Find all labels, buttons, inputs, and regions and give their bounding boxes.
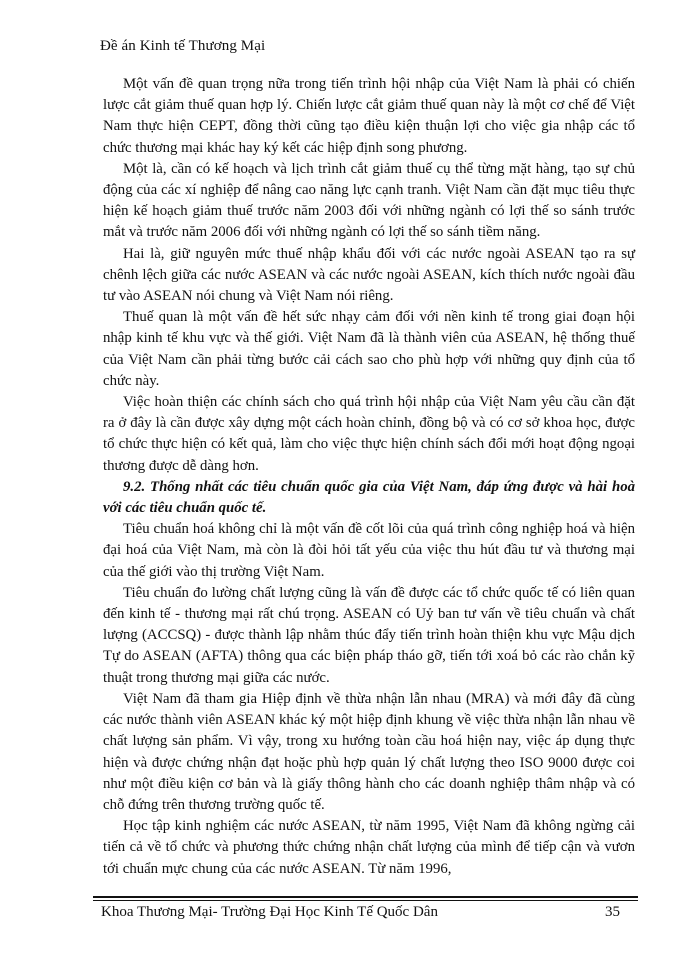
footer-institution: Khoa Thương Mại- Trường Đại Học Kinh Tế Quốc Dân	[101, 904, 438, 920]
page-number: 35	[605, 904, 620, 920]
paragraph: Học tập kinh nghiệm các nước ASEAN, từ năm 1995, Việt Nam đã không ngừng cải tiến cả về tổ chức và phương thức chứng nhận chất lượng của mình để tiếp cận và vươn tới chuẩn mực chung của các nước ASEAN. Từ năm 1996,	[103, 818, 635, 877]
page-header: Đề án Kinh tế Thương Mại	[100, 38, 266, 54]
paragraph: Một là, cần có kế hoạch và lịch trình cắt giảm thuế cụ thể từng mặt hàng, tạo sự chủ động của các xí nghiệp để nâng cao năng lực cạnh tranh. Việt Nam cần đặt mục tiêu thực hiện kế hoạch giảm thuế trước năm 2003 đối với những ngành có lợi thế so sánh trước mắt và trước năm 2006 đối với những ngành có lợi thế so sánh tiềm năng.	[103, 160, 635, 241]
paragraph: Thuế quan là một vấn đề hết sức nhạy cảm đối với nền kinh tế trong giai đoạn hội nhập kinh tế khu vực và thế giới. Việt Nam đã là thành viên của ASEAN, hệ thống thuế của Việt Nam cần phải từng bước cải cách sao cho phù hợp với những quy định của tổ chức này.	[103, 309, 635, 389]
document-body	[103, 74, 635, 880]
paragraph: Tiêu chuẩn đo lường chất lượng cũng là vấn đề được các tổ chức quốc tế có liên quan đến kinh tế - thương mại rất chú trọng. ASEAN có Uỷ ban tư vấn về tiêu chuẩn và chất lượng (ACCSQ) - được thành lập nhằm thúc đẩy tiến trình hoàn thiện khu vực Mậu dịch Tự do ASEAN (AFTA) thông qua các biện pháp tháo gỡ, tiến tới xoá bỏ các rào chắn kỹ thuật trong thương mại giữa các nước.	[103, 584, 635, 686]
paragraph: Việc hoàn thiện các chính sách cho quá trình hội nhập của Việt Nam yêu cầu cần đặt ra ở đây là cần được xây dựng một cách hoàn chỉnh, đồng bộ và có cơ sở khoa học, được tổ chức thực hiện có kết quả, làm cho việc thực hiện chính sách đổi mới hoạt động ngoại thương được dễ dàng hơn.	[103, 394, 635, 474]
footer-divider-thin	[93, 900, 638, 901]
paragraph: Việt Nam đã tham gia Hiệp định về thừa nhận lẫn nhau (MRA) và mới đây đã cùng các nước thành viên ASEAN khác ký một hiệp định khung về việc thừa nhận lẫn nhau về chất lượng sản phẩm. Vì vậy, trong xu hướng toàn cầu hoá hiện nay, việc áp dụng thực hiện và được chứng nhận đạt hoặc phù hợp quản lý chất lượng theo ISO 9000 được coi như một điều kiện cơ bản và là giấy thông hành cho các doanh nghiệp thâm nhập và có chỗ đứng trên thương trường quốc tế.	[103, 690, 635, 813]
footer-divider	[93, 896, 638, 898]
section-heading: 9.2. Thống nhất các tiêu chuẩn quốc gia của Việt Nam, đáp ứng được và hài hoà với các tiêu chuẩn quốc tế.	[103, 478, 635, 517]
paragraph: Tiêu chuẩn hoá không chỉ là một vấn đề cốt lõi của quá trình công nghiệp hoá và hiện đại hoá của Việt Nam, mà còn là đòi hỏi tất yếu của việc thu hút đầu tư và thương mại của thế giới vào thị trường Việt Nam.	[103, 521, 635, 580]
paragraph: Hai là, giữ nguyên mức thuế nhập khẩu đối với các nước ngoài ASEAN tạo ra sự chênh lệch giữa các nước ASEAN và các nước ngoài ASEAN, kích thích nước ngoài đầu tư vào ASEAN nói chung và Việt Nam nói riêng.	[103, 245, 635, 305]
paragraph: Một vấn đề quan trọng nữa trong tiến trình hội nhập của Việt Nam là phải có chiến lược cắt giảm thuế quan hợp lý. Chiến lược cắt giảm thuế quan này là một cơ chế để Việt Nam thực hiện CEPT, đồng thời cũng tạo điều kiện thuận lợi cho việc gia nhập các tổ chức thương mại khác hay ký kết các hiệp định song phương.	[103, 76, 635, 156]
